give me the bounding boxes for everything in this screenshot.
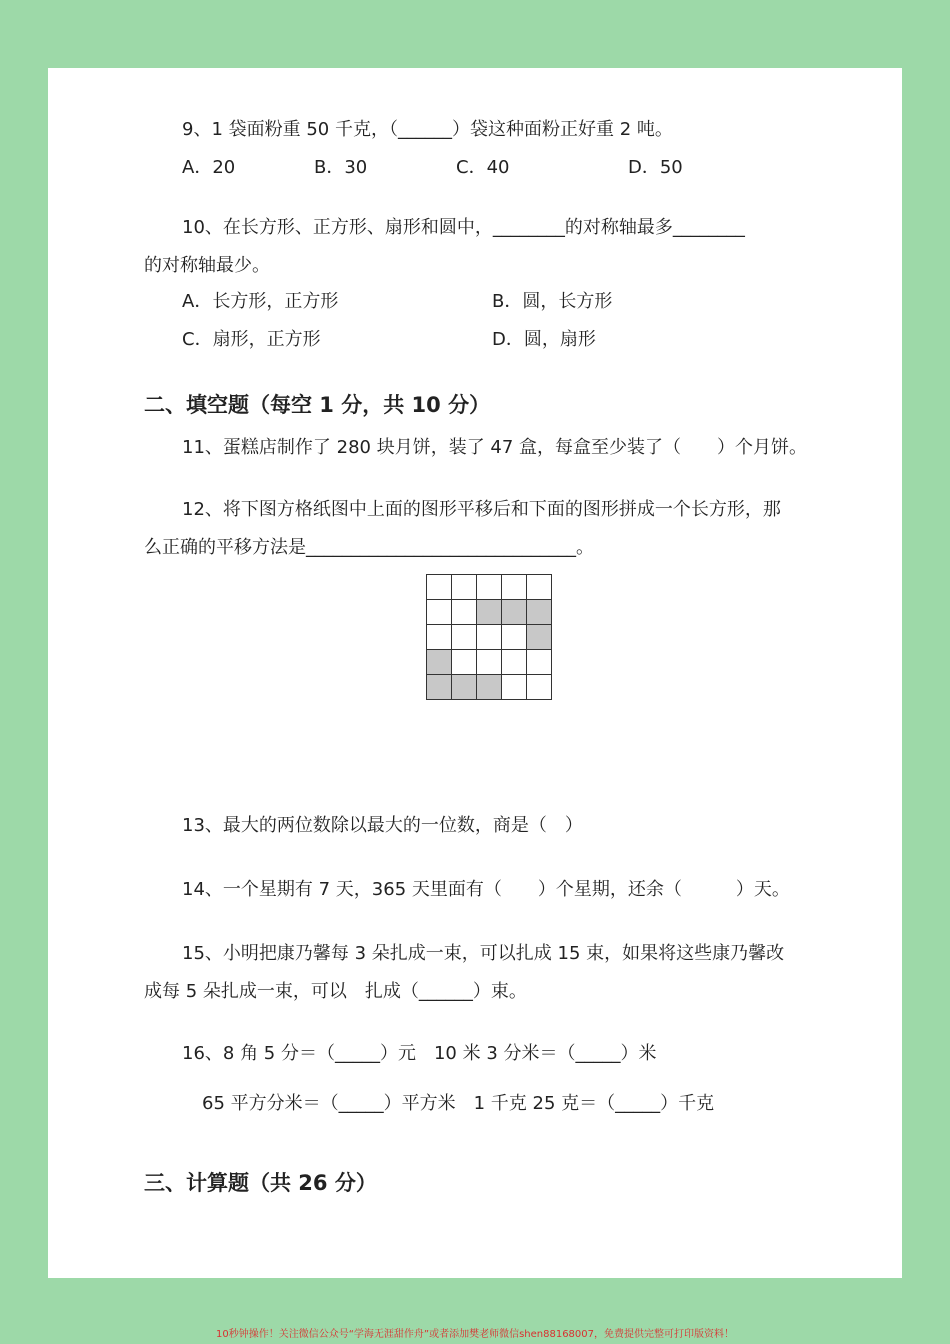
q9-option-c: C．40 — [456, 157, 510, 178]
q10-option-d: D．圆，扇形 — [492, 329, 596, 350]
question-10-line1: 10、在长方形、正方形、扇形和圆中，________的对称轴最多________ — [182, 217, 745, 238]
question-12-line2: 么正确的平移方法是______________________________。 — [144, 537, 594, 558]
grid-cell — [427, 625, 452, 650]
grid-cell — [452, 675, 477, 700]
q9-option-a: A．20 — [182, 157, 236, 178]
q10-option-a: A．长方形，正方形 — [182, 291, 339, 312]
grid-cell — [527, 575, 552, 600]
grid-cell — [527, 625, 552, 650]
question-11-text: 11、蛋糕店制作了 280 块月饼，装了 47 盒，每盒至少装了（ ）个月饼。 — [182, 437, 808, 458]
section-3-heading: 三、计算题（共 26 分） — [144, 1171, 377, 1195]
q9-option-b: B．30 — [314, 157, 368, 178]
grid-cell — [527, 675, 552, 700]
question-15-line2: 成每 5 朵扎成一束，可以 扎成（______）束。 — [144, 981, 527, 1002]
q10-option-c: C．扇形，正方形 — [182, 329, 321, 350]
grid-cell — [452, 575, 477, 600]
q9-option-d: D．50 — [628, 157, 683, 178]
grid-cell — [427, 650, 452, 675]
question-16-line2: 65 平方分米＝（_____）平方米 1 千克 25 克＝（_____）千克 — [202, 1093, 715, 1114]
question-15-line1: 15、小明把康乃馨每 3 朵扎成一束，可以扎成 15 束，如果将这些康乃馨改 — [182, 943, 785, 964]
question-10-line2: 的对称轴最少。 — [144, 255, 270, 276]
grid-cell — [502, 600, 527, 625]
question-14-text: 14、一个星期有 7 天，365 天里面有（ ）个星期，还余（ ）天。 — [182, 879, 790, 900]
grid-cell — [502, 625, 527, 650]
grid-cell — [477, 675, 502, 700]
grid-cell — [477, 575, 502, 600]
grid-cell — [452, 600, 477, 625]
grid-cell — [527, 650, 552, 675]
grid-cell — [502, 650, 527, 675]
q10-option-b: B．圆，长方形 — [492, 291, 613, 312]
grid-cell — [477, 650, 502, 675]
grid-cell — [427, 575, 452, 600]
grid-cell — [527, 600, 552, 625]
grid-cell — [477, 600, 502, 625]
question-12-line1: 12、将下图方格纸图中上面的图形平移后和下面的图形拼成一个长方形，那 — [182, 499, 781, 520]
section-2-heading: 二、填空题（每空 1 分，共 10 分） — [144, 393, 491, 417]
worksheet-page — [48, 68, 902, 1278]
grid-cell — [502, 575, 527, 600]
grid-cell — [452, 625, 477, 650]
grid-cell — [477, 625, 502, 650]
grid-cell — [427, 675, 452, 700]
grid-cell — [502, 675, 527, 700]
question-9-text: 9、1 袋面粉重 50 千克，（______）袋这种面粉正好重 2 吨。 — [182, 119, 673, 140]
grid-cell — [452, 650, 477, 675]
grid-cell — [427, 600, 452, 625]
footer-promo: 10秒钟操作！关注微信公众号“学海无涯甜作舟”或者添加樊老师微信shen88168007，免费提供完整可打印版资料！ — [215, 1329, 735, 1340]
question-16-line1: 16、8 角 5 分＝（_____）元 10 米 3 分米＝（_____）米 — [182, 1043, 657, 1064]
square-grid-figure — [426, 574, 552, 700]
question-13-text: 13、最大的两位数除以最大的一位数，商是（ ） — [182, 815, 583, 836]
